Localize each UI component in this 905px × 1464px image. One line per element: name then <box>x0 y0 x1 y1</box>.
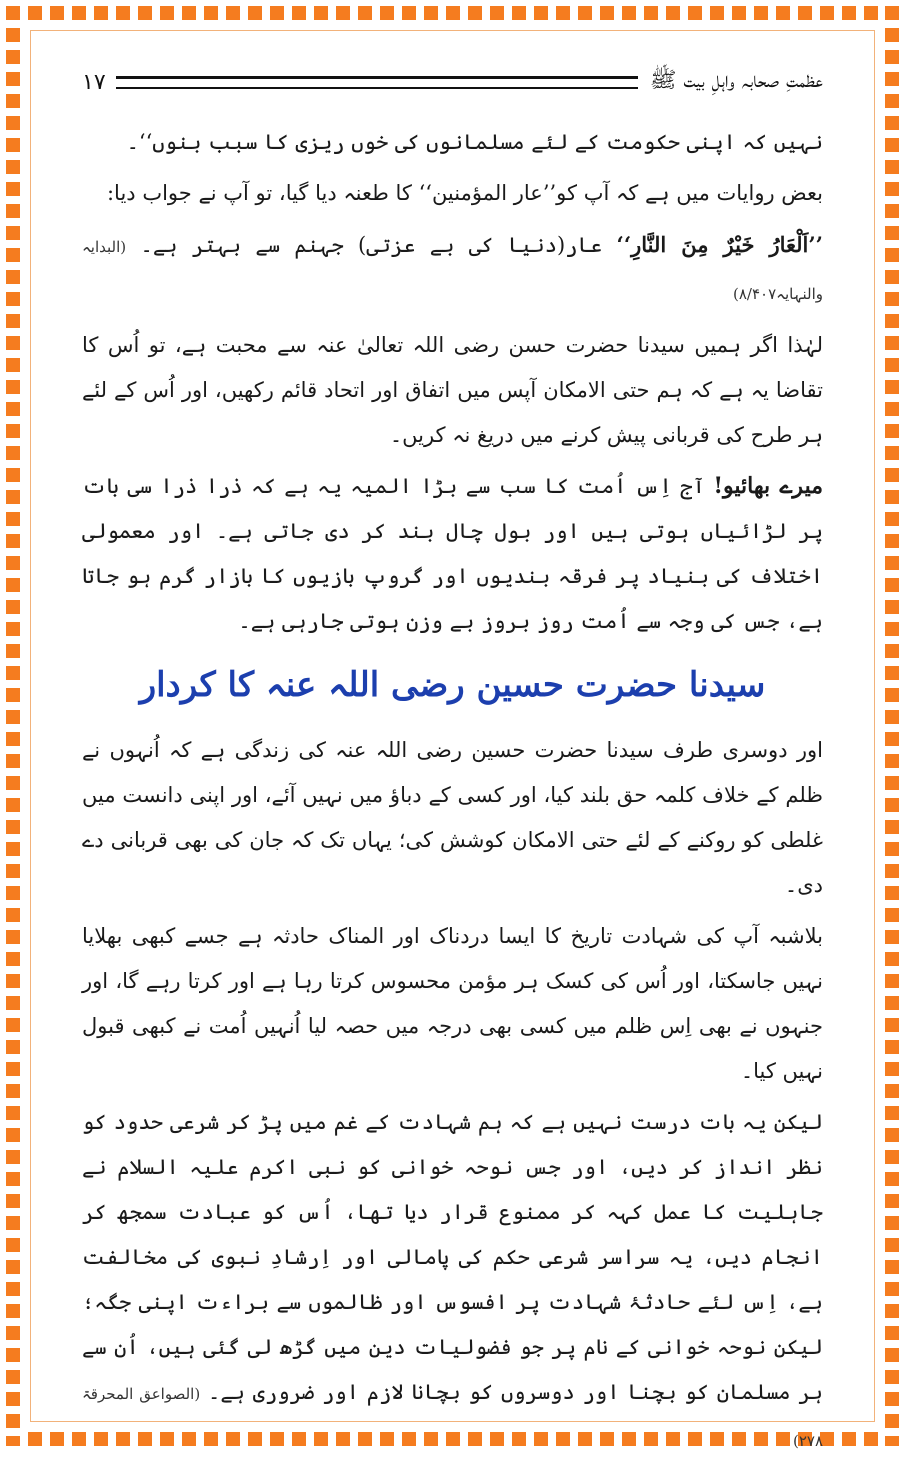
paragraph-5-text: آج اِس اُمت کا سب سے بڑا المیہ یہ ہے کہ ذرا ذرا سی بات پر لڑائیاں ہوتی ہیں اور بول چال بند کر دی جاتی ہے۔ اور معمولی اختلاف کی بنیاد پر فرقہ بندیوں اور گروپ بازیوں کا بازار گرم ہو جاتا ہے، جس کی وجہ سے اُمت روز بروز بے وزن ہوتی جارہی ہے۔ <box>82 474 823 633</box>
paragraph-4: لہٰذا اگر ہمیں سیدنا حضرت حسن رضی اللہ تعالیٰ عنہ سے محبت ہے، تو اُس کا تقاضا یہ ہے کہ ہم حتی الامکان آپس میں اتفاق اور اتحاد قائم رکھیں، اور اُس کے لئے ہر طرح کی قربانی پیش کرنے میں دریغ نہ کریں۔ <box>82 333 823 447</box>
border-top <box>6 6 899 20</box>
paragraph-1: نہیں کہ اپنی حکومت کے لئے مسلمانوں کی خوں ریزی کا سبب بنوں‘‘۔ <box>126 130 823 154</box>
border-left <box>6 6 20 1446</box>
border-right <box>885 6 899 1446</box>
paragraph-7: بلاشبہ آپ کی شہادت تاریخ کا ایسا دردناک اور المناک حادثہ ہے جسے کبھی بھلایا نہیں جاسکتا، اور اُس کی کسک ہر مؤمن محسوس کرتا رہا ہے اور کرتا رہے گا، اور جنہوں نے بھی اِس ظلم میں کسی بھی درجہ میں حصہ لیا اُنہیں اُمت نے کبھی قبول نہیں کیا۔ <box>82 924 823 1083</box>
reference-citation-2: (الصواعق المحرقۃ ۲۷۸) <box>82 1385 823 1450</box>
section-heading: سیدنا حضرت حسین رضی اللہ عنہ کا کردار <box>139 665 766 705</box>
paragraph-6: اور دوسری طرف سیدنا حضرت حسین رضی اللہ عنہ کی زندگی ہے کہ اُنہوں نے ظلم کے خلاف کلمہ حق بلند کیا، اور کسی کے دباؤ میں نہیں آئے، اور اپنی دانست میں غلطی کو روکنے کے لئے حتی الامکان کوشش کی؛ یہاں تک کہ جان کی بھی قربانی دے دی۔ <box>82 738 823 897</box>
arabic-quote: ’’اَلْعَارُ خَیْرٌ مِنَ النَّارِ‘‘ <box>616 232 823 257</box>
paragraph-8 <box>82 1100 823 1464</box>
paragraph-lead: میرے بھائیو! <box>713 473 823 499</box>
arabic-translation: عار(دنیا کی بے عزتی) جہنم سے بہتر ہے۔ <box>140 233 603 257</box>
paragraph-2: بعض روایات میں ہے کہ آپ کو’’عار المؤمنین‘‘ کا طعنہ دیا گیا، تو آپ نے جواب دیا: <box>106 181 823 205</box>
paragraph-3 <box>82 222 823 317</box>
reference-citation: (البدایہ والنہایہ۸/۴۰۷) <box>82 238 823 303</box>
paragraph-8-text: لیکن یہ بات درست نہیں ہے کہ ہم شہادت کے غم میں پڑ کر شرعی حدود کو نظر انداز کر دیں، اور جس نوحہ خوانی کو نبی اکرم علیہ السلام نے جاہلیت کا عمل کہہ کر ممنوع قرار دیا تھا، اُس کو عبادت سمجھ کر انجام دیں، یہ سراسر شرعی حکم کی پامالی اور اِرشادِ نبوی کی مخالفت ہے، اِس لئے حادثۂ شہادت پر افسوس اور ظالموں سے براءت اپنی جگہ؛ لیکن نوحہ خوانی کے نام پر جو فضولیات دین میں گڑھ لی گئی ہیں، اُن سے ہر مسلمان کو بچنا اور دوسروں کو بچانا لازم اور ضروری ہے۔ <box>82 1110 823 1404</box>
page-header <box>82 60 823 104</box>
book-title: عظمتِ صحابہ واہلِ بیت ﷺ <box>649 68 823 93</box>
paragraph-5 <box>82 464 823 644</box>
page-number: ۱۷ <box>82 69 106 95</box>
page-content <box>82 120 823 1450</box>
header-rule <box>116 76 638 89</box>
